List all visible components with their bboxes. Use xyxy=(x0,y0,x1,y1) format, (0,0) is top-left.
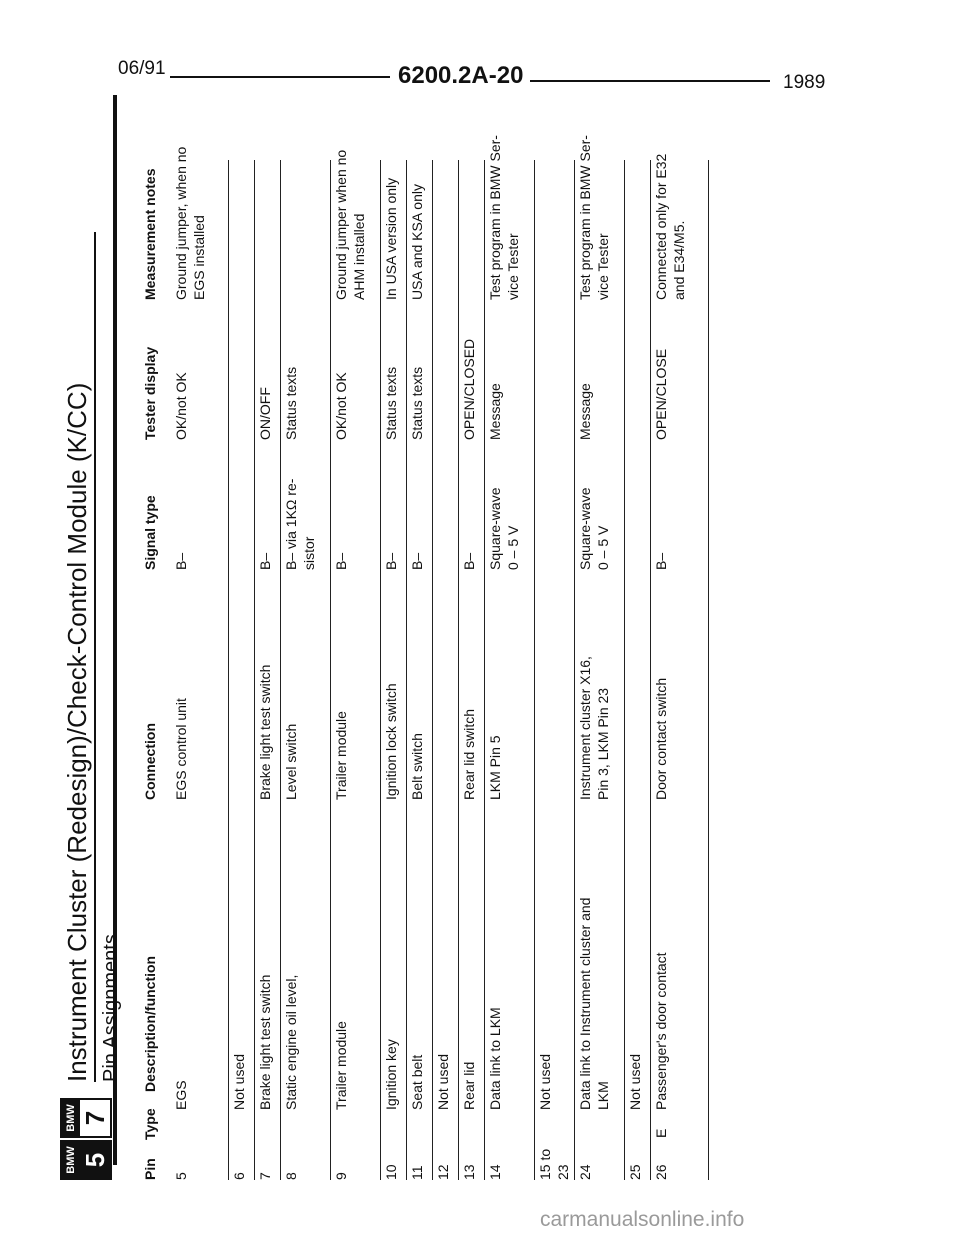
cell-tester-display: Status texts xyxy=(409,366,425,440)
cell-measurement-notes: Test program in BMW Ser- vice Tester xyxy=(487,135,521,300)
table-row xyxy=(406,160,433,1180)
logo-box-left xyxy=(60,1140,112,1180)
cell-description: Data link to LKM xyxy=(487,1007,503,1110)
cell-description: Not used xyxy=(627,1053,643,1110)
table-row xyxy=(228,160,255,1180)
header-pin: Pin xyxy=(142,1158,158,1180)
cell-pin: 9 xyxy=(333,1172,349,1180)
cell-pin: 24 xyxy=(577,1164,593,1180)
cell-pin: 6 xyxy=(231,1172,247,1180)
rotated-page-body xyxy=(60,120,687,1180)
cell-description: Trailer module xyxy=(333,1021,349,1110)
table-row xyxy=(484,135,535,1180)
cell-connection: Rear lid switch xyxy=(461,708,477,800)
cell-connection: Door contact switch xyxy=(653,677,669,800)
table-row xyxy=(254,160,281,1180)
cell-tester-display: Message xyxy=(577,383,593,440)
cell-signal-type: B– xyxy=(383,552,399,570)
cell-measurement-notes: In USA version only xyxy=(383,177,399,300)
cell-signal-type: B– xyxy=(333,552,349,570)
cell-pin: 14 xyxy=(487,1164,503,1180)
header-year: 1989 xyxy=(783,72,826,93)
cell-measurement-notes: Connected only for E32 and E34/M5. xyxy=(653,153,687,300)
cell-connection: Ignition lock switch xyxy=(383,683,399,800)
cell-pin: 7 xyxy=(257,1172,273,1180)
cell-description: Static engine oil level, xyxy=(283,974,299,1110)
cell-pin: 13 xyxy=(461,1164,477,1180)
header-description: Description/function xyxy=(142,955,158,1092)
cell-description: Not used xyxy=(537,1053,553,1110)
cell-description: Data link to Instrument cluster and LKM xyxy=(577,897,611,1110)
cell-connection: Instrument cluster X16, Pin 3, LKM Pin 23 xyxy=(577,656,611,800)
cell-description: Brake light test switch xyxy=(257,974,273,1110)
cell-signal-type: B– via 1KΩ re- sistor xyxy=(283,478,317,570)
header-code: 6200.2A-20 xyxy=(398,62,524,89)
logo-box-right xyxy=(60,1098,112,1138)
cell-signal-type: Square-wave 0 – 5 V xyxy=(487,487,521,570)
cell-measurement-notes: USA and KSA only xyxy=(409,184,425,300)
cell-description: Rear lid xyxy=(461,1061,477,1110)
cell-description: Not used xyxy=(435,1053,451,1110)
header-date: 06/91 xyxy=(118,58,166,79)
cell-connection: Level switch xyxy=(283,723,299,800)
header-tester-display: Tester display xyxy=(142,346,158,440)
cell-pin: 11 xyxy=(409,1165,425,1180)
cell-tester-display: OPEN/CLOSED xyxy=(461,338,477,440)
cell-tester-display: OK/not OK xyxy=(173,372,189,440)
bmw-series-logo xyxy=(60,1096,116,1180)
cell-description: Not used xyxy=(231,1053,247,1110)
cell-measurement-notes: Test program in BMW Ser- vice Tester xyxy=(577,135,611,300)
header-connection: Connection xyxy=(142,723,158,800)
cell-description: Seat belt xyxy=(409,1054,425,1110)
cell-connection: LKM Pin 5 xyxy=(487,735,503,800)
cell-description: Ignition key xyxy=(383,1039,399,1110)
table-row xyxy=(380,160,407,1180)
table-row xyxy=(432,160,459,1180)
header-rule-left xyxy=(170,76,390,78)
cell-signal-type: B– xyxy=(257,552,273,570)
cell-tester-display: Status texts xyxy=(383,366,399,440)
logo-brand-left: BMW xyxy=(62,1142,80,1178)
cell-pin: 12 xyxy=(435,1164,451,1180)
cell-pin: 26 xyxy=(653,1164,669,1180)
cell-measurement-notes: Ground jumper when no AHM installed xyxy=(333,149,367,300)
cell-pin: 25 xyxy=(627,1164,643,1180)
title-rule xyxy=(94,232,96,1082)
header-type: Type xyxy=(142,1108,158,1140)
logo-series-left: 5 xyxy=(80,1142,110,1178)
cell-signal-type: Square-wave 0 – 5 V xyxy=(577,487,611,570)
cell-signal-type: B– xyxy=(173,552,189,570)
cell-connection: Trailer module xyxy=(333,711,349,800)
cell-pin: 10 xyxy=(383,1164,399,1180)
table-row xyxy=(534,160,575,1180)
cell-connection: Belt switch xyxy=(409,733,425,800)
logo-brand-right: BMW xyxy=(62,1100,80,1136)
table-row xyxy=(574,135,625,1180)
table-row xyxy=(330,149,381,1180)
cell-description: Passenger's door contact xyxy=(653,952,669,1110)
cell-pin: 5 xyxy=(173,1172,189,1180)
cell-signal-type: B– xyxy=(653,552,669,570)
cell-signal-type: B– xyxy=(461,552,477,570)
cell-connection: Brake light test switch xyxy=(257,664,273,800)
cell-description: EGS xyxy=(173,1080,189,1110)
table-row xyxy=(170,146,229,1180)
cell-tester-display: Message xyxy=(487,383,503,440)
page-title: Instrument Cluster (Redesign)/Check-Control Module (K/CC) xyxy=(62,382,92,1082)
cell-tester-display: ON/OFF xyxy=(257,387,273,440)
cell-measurement-notes: Ground jumper, when no EGS installed xyxy=(173,146,207,300)
header-signal-type: Signal type xyxy=(142,495,158,570)
watermark: carmanualsonline.info xyxy=(540,1208,745,1231)
page-subtitle: Pin Assignments xyxy=(100,934,122,1082)
table-row xyxy=(650,153,709,1180)
cell-signal-type: B– xyxy=(409,552,425,570)
table-row xyxy=(458,160,485,1180)
cell-type: E xyxy=(653,1128,669,1138)
logo-series-right: 7 xyxy=(80,1110,110,1126)
table-row xyxy=(624,160,651,1180)
cell-pin: 15 to 23 xyxy=(537,1148,571,1180)
cell-pin: 8 xyxy=(283,1172,299,1180)
cell-tester-display: OK/not OK xyxy=(333,372,349,440)
header-measurement-notes: Measurement notes xyxy=(142,168,158,300)
cell-tester-display: OPEN/CLOSE xyxy=(653,348,669,440)
cell-connection: EGS control unit xyxy=(173,698,189,800)
header-rule-right xyxy=(530,80,770,82)
table-row xyxy=(280,160,331,1180)
cell-tester-display: Status texts xyxy=(283,366,299,440)
